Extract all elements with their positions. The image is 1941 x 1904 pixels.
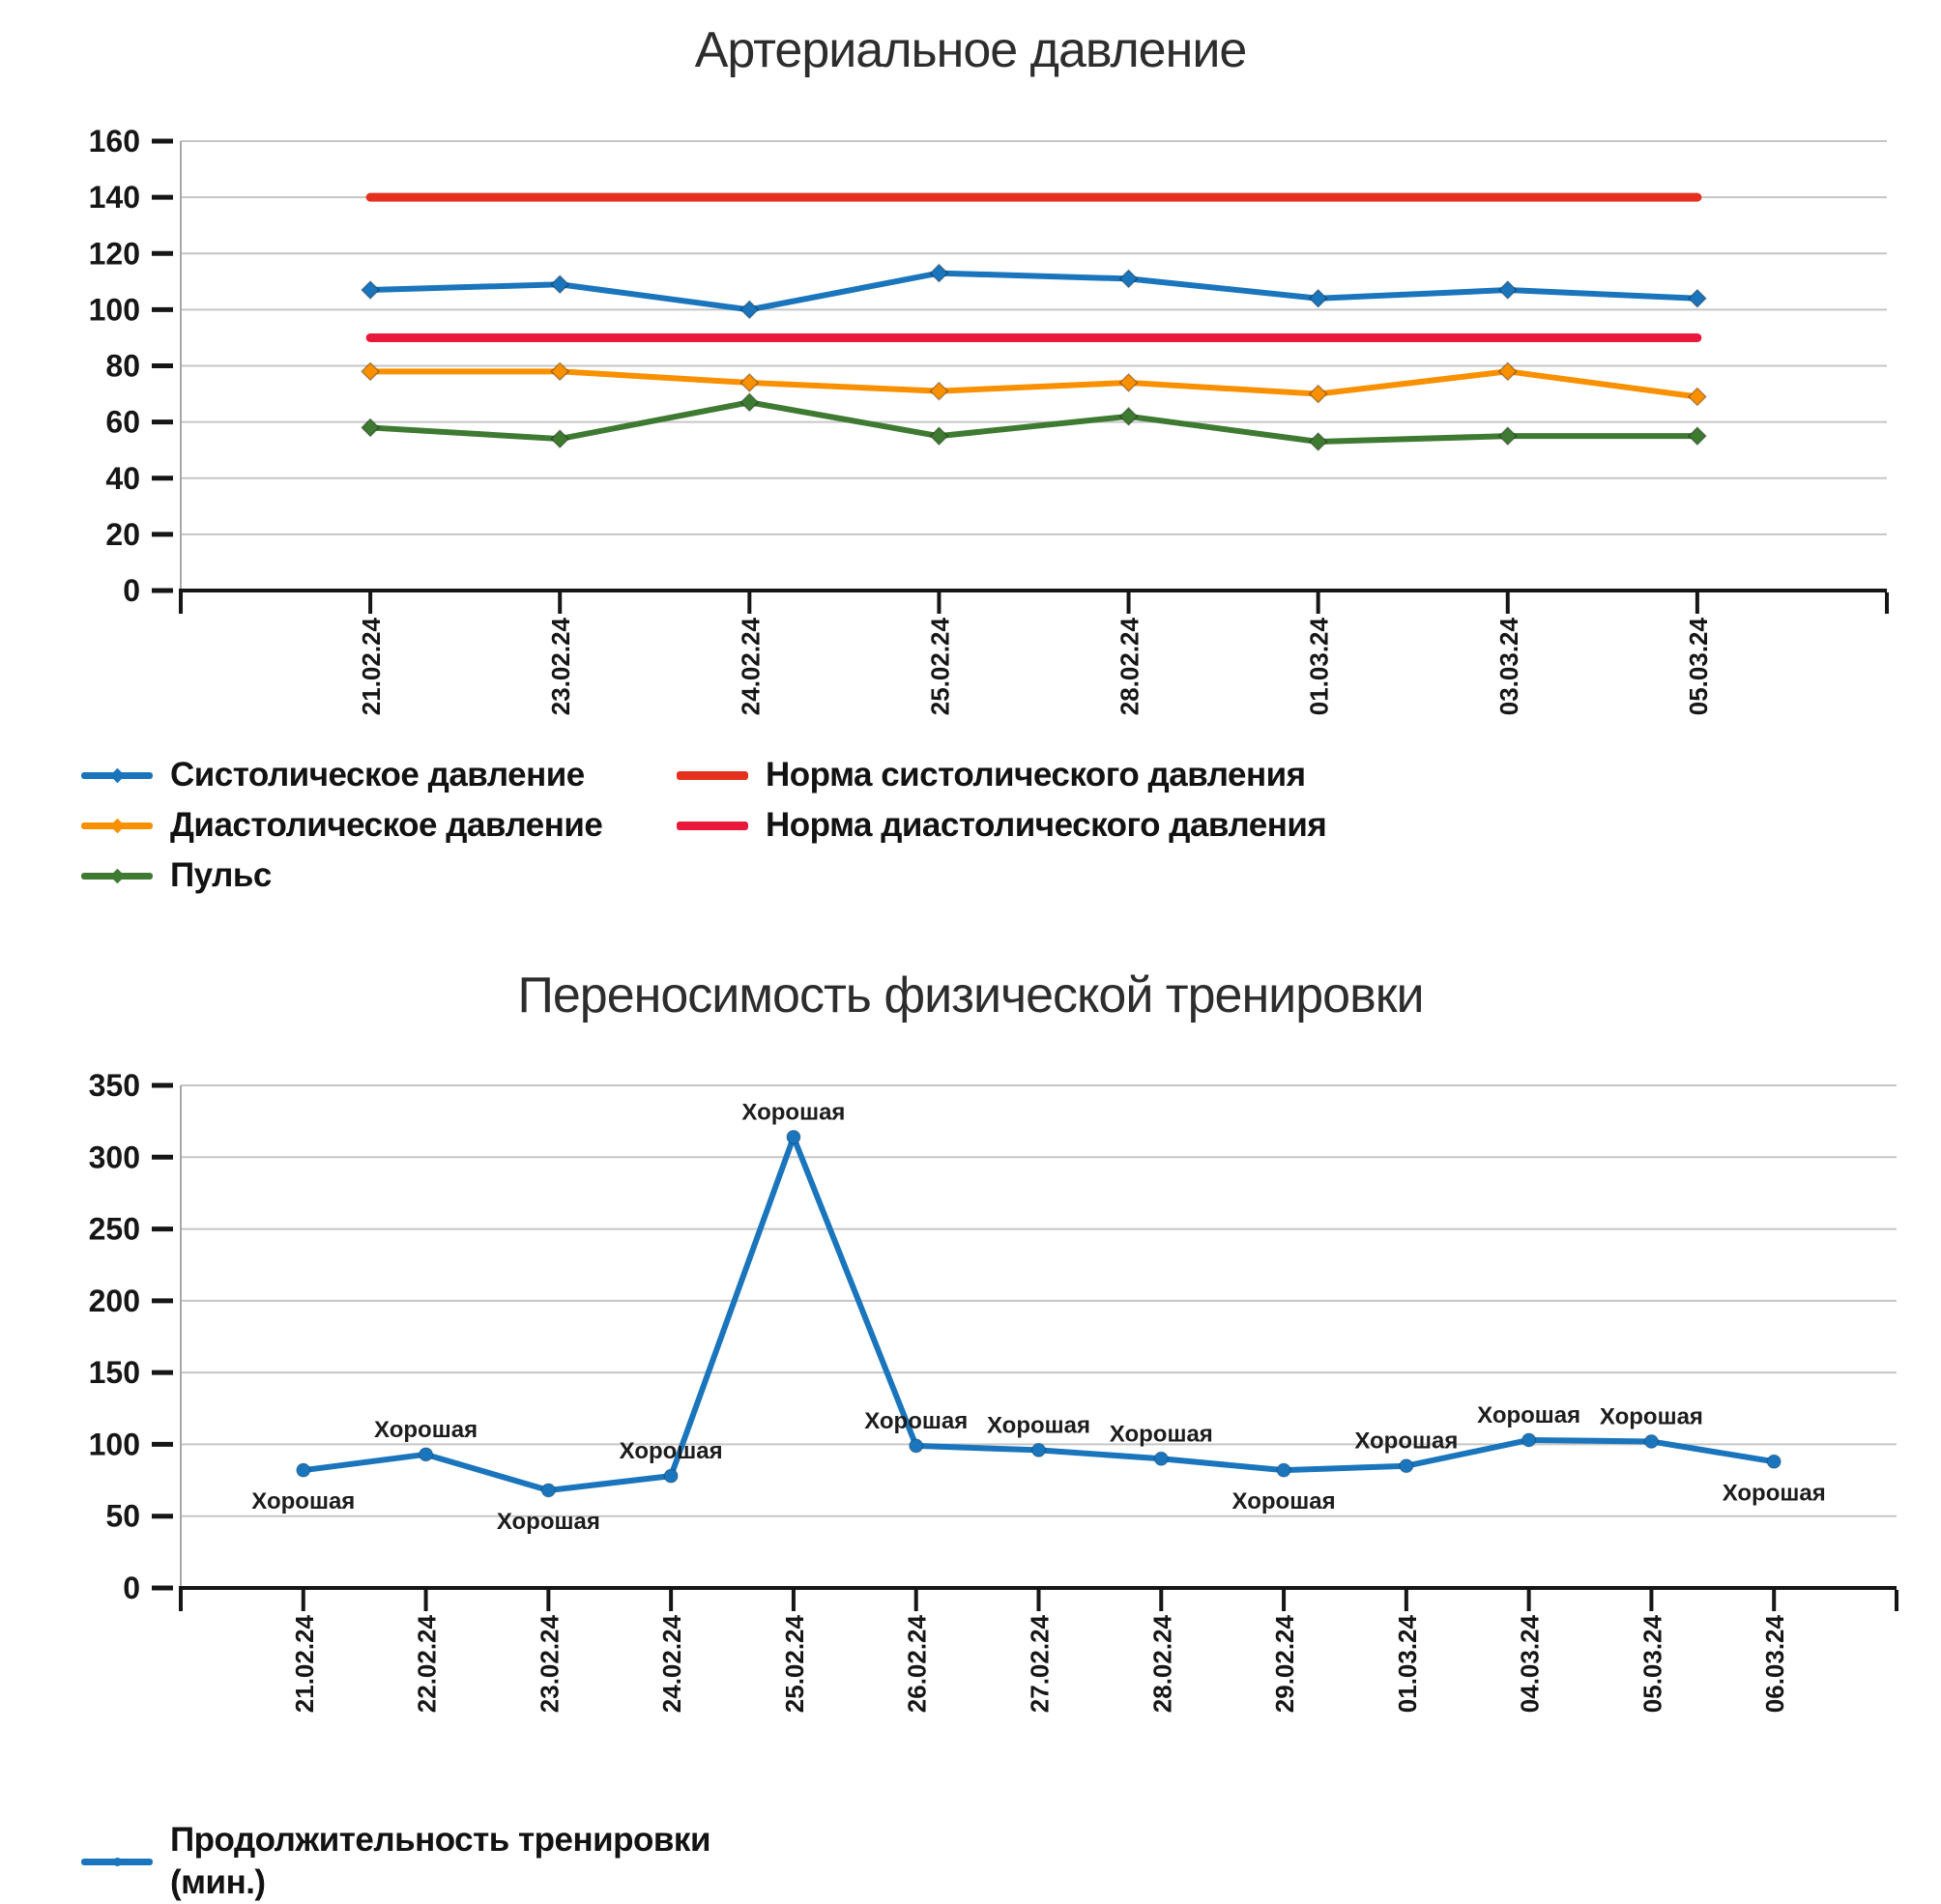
svg-text:27.02.24: 27.02.24: [1025, 1615, 1055, 1714]
point-annotation: Хорошая: [1231, 1488, 1336, 1515]
svg-text:21.02.24: 21.02.24: [289, 1615, 319, 1714]
point-annotation: Хорошая: [1477, 1401, 1581, 1428]
legend-label-duration-line1: Продолжительность тренировки: [170, 1821, 710, 1859]
legend-label-systolic-norm: Норма систолического давления: [766, 756, 1306, 793]
diastolic-line-swatch: [81, 813, 153, 838]
svg-text:26.02.24: 26.02.24: [902, 1615, 932, 1714]
bp-chart-title: Артериальное давление: [694, 22, 1247, 78]
legend-item-diastolic-norm: [677, 804, 1326, 847]
svg-text:100: 100: [88, 292, 140, 328]
svg-text:40: 40: [105, 460, 140, 496]
duration-line-swatch: [81, 1849, 153, 1874]
svg-text:01.03.24: 01.03.24: [1392, 1615, 1422, 1714]
svg-text:25.02.24: 25.02.24: [925, 618, 955, 716]
legend-item-duration: [81, 1819, 710, 1904]
svg-text:150: 150: [88, 1355, 140, 1391]
legend-item-diastolic: [81, 804, 602, 847]
svg-text:28.02.24: 28.02.24: [1115, 618, 1144, 716]
svg-text:23.02.24: 23.02.24: [546, 618, 576, 716]
svg-text:05.03.24: 05.03.24: [1637, 1615, 1667, 1714]
svg-text:60: 60: [105, 404, 140, 440]
series-1: [362, 362, 1706, 405]
point-annotation: Хорошая: [496, 1508, 600, 1535]
svg-text:350: 350: [88, 1068, 140, 1103]
svg-text:160: 160: [88, 124, 140, 159]
systolic-norm-swatch: [677, 763, 748, 788]
svg-text:20: 20: [105, 516, 140, 552]
systolic-line-swatch: [81, 763, 153, 788]
point-annotation: Хорошая: [1354, 1428, 1459, 1455]
point-annotation: Хорошая: [1599, 1403, 1703, 1430]
svg-text:01.03.24: 01.03.24: [1304, 618, 1334, 716]
svg-text:0: 0: [123, 573, 140, 608]
blood-pressure-chart: [89, 124, 1887, 715]
legend-label-duration: [170, 1819, 710, 1904]
svg-text:22.02.24: 22.02.24: [412, 1615, 442, 1714]
training-tolerance-chart: [89, 1068, 1897, 1713]
y-axis: [89, 124, 173, 608]
point-annotation: Хорошая: [986, 1412, 1091, 1439]
svg-text:300: 300: [88, 1140, 140, 1175]
svg-text:05.03.24: 05.03.24: [1683, 618, 1713, 716]
svg-text:23.02.24: 23.02.24: [535, 1615, 565, 1714]
series-0: [297, 1130, 1781, 1496]
svg-text:200: 200: [88, 1283, 140, 1318]
svg-text:25.02.24: 25.02.24: [779, 1615, 809, 1714]
svg-text:04.03.24: 04.03.24: [1515, 1615, 1545, 1714]
point-annotation: Хорошая: [1722, 1480, 1826, 1507]
legend-label-diastolic: Диастолическое давление: [170, 806, 603, 844]
point-annotation: Хорошая: [619, 1438, 723, 1465]
svg-text:140: 140: [88, 180, 140, 216]
point-annotation: Хорошая: [374, 1416, 478, 1443]
point-annotation: Хорошая: [1109, 1421, 1213, 1448]
svg-text:80: 80: [105, 348, 140, 384]
point-annotation: Хорошая: [741, 1099, 846, 1126]
legend-item-systolic: [81, 754, 585, 796]
svg-text:28.02.24: 28.02.24: [1147, 1615, 1177, 1714]
pulse-line-swatch: [81, 863, 153, 888]
x-axis: [179, 591, 1887, 715]
tolerance-chart-title: Переносимость физической тренировки: [517, 967, 1424, 1024]
point-annotation: Хорошая: [864, 1407, 969, 1434]
legend-item-systolic-norm: [677, 754, 1306, 796]
diastolic-norm-swatch: [677, 813, 748, 838]
svg-text:120: 120: [88, 236, 140, 272]
point-annotation: Хорошая: [251, 1488, 356, 1515]
svg-text:29.02.24: 29.02.24: [1270, 1615, 1300, 1714]
svg-text:100: 100: [88, 1427, 140, 1462]
y-axis: [89, 1068, 173, 1605]
legend-label-duration-line2: (мин.): [170, 1863, 266, 1901]
svg-text:50: 50: [105, 1498, 140, 1534]
svg-text:0: 0: [123, 1571, 140, 1605]
svg-text:24.02.24: 24.02.24: [736, 618, 766, 716]
x-axis: [179, 1588, 1897, 1713]
svg-text:24.02.24: 24.02.24: [657, 1615, 687, 1714]
svg-text:21.02.24: 21.02.24: [357, 618, 387, 716]
svg-text:03.03.24: 03.03.24: [1493, 618, 1523, 716]
legend-label-diastolic-norm: Норма диастолического давления: [766, 806, 1327, 844]
svg-text:06.03.24: 06.03.24: [1760, 1615, 1790, 1714]
legend-label-systolic: Систолическое давление: [170, 756, 585, 793]
legend-label-pulse: Пульс: [170, 856, 272, 894]
legend-item-pulse: [81, 854, 272, 897]
svg-text:250: 250: [88, 1211, 140, 1247]
